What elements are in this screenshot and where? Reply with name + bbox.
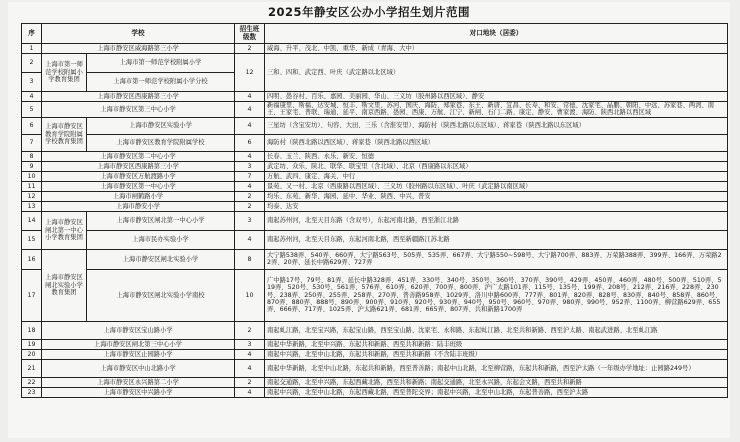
table-row — [22, 249, 728, 269]
enrollment-table — [21, 23, 728, 398]
table-row — [22, 171, 728, 181]
table-row — [22, 134, 728, 151]
document-title: 2025年静安区公办小学招生划片范围 — [267, 5, 470, 19]
row-classes: 12 — [235, 54, 265, 92]
table-row — [22, 359, 728, 377]
row-no: 17 — [22, 269, 42, 321]
row-no: 5 — [22, 102, 42, 118]
table-row — [22, 102, 728, 118]
row-area: 三星坊（含宝安坊）、句容、大田、三乐（含淮安里）、海防村（陕西北路以东区域）、蒋家巷（陕西北路以东区域） — [265, 117, 728, 134]
table-row — [22, 201, 728, 211]
row-school: 上海市静安区万航渡路小学 — [42, 171, 235, 181]
row-no: 18 — [22, 321, 42, 339]
row-school: 上海市静安区闸北实验小学南校 — [87, 269, 235, 321]
row-classes: 4 — [235, 151, 265, 161]
row-no: 19 — [22, 339, 42, 349]
row-no: 15 — [22, 230, 42, 249]
row-group: 上海市静安区闸北第一中心小学教育集团 — [42, 211, 87, 249]
row-area: 南起苏州河，北至天目东路（含双号），东起河南北路，西至浙江北路 — [265, 211, 728, 230]
row-classes: 2 — [235, 201, 265, 211]
row-no: 9 — [22, 161, 42, 171]
row-school: 上海市静安区闸北第一中心小学 — [87, 211, 235, 230]
row-school: 上海市静安区闸北第三中心小学 — [42, 339, 235, 349]
row-school: 上海市静安区第一中心小学 — [42, 181, 235, 191]
table-row — [22, 117, 728, 134]
table-row — [22, 211, 728, 230]
table-header-row — [22, 24, 728, 44]
row-classes: 4 — [235, 102, 265, 118]
row-no: 11 — [22, 181, 42, 191]
table-row — [22, 151, 728, 161]
row-classes: 8 — [235, 249, 265, 269]
row-no: 20 — [22, 349, 42, 359]
row-no: 10 — [22, 171, 42, 181]
table-row — [22, 230, 728, 249]
row-school: 上海市静安区永兴路第二小学 — [42, 377, 235, 387]
row-area: 长春、玉兰、陕西、永乐、新安、恒德 — [265, 151, 728, 161]
row-no: 3 — [22, 73, 42, 92]
table-row — [22, 339, 728, 349]
table-row — [22, 349, 728, 359]
row-area: 海防村（陕西北路以西区域）、蒋家巷（陕西北路以西区域） — [265, 134, 728, 151]
header-no: 序 — [22, 24, 42, 44]
header-area: 对口地块（居委） — [265, 24, 728, 44]
row-school: 上海市第一师范学校附属小学分校 — [87, 73, 235, 92]
row-no: 21 — [22, 359, 42, 377]
row-school: 上海市静安区威海路第三小学 — [42, 44, 235, 54]
row-area: 四明、愚谷村、百乐、嘉园、美丽园、华山、三义坊（胶州路以西区域）、静安 — [265, 92, 728, 102]
row-school: 上海市静安区实验小学 — [87, 117, 235, 134]
row-school: 上海市静安区宝山路小学 — [42, 321, 235, 339]
table-row — [22, 44, 728, 54]
row-classes: 4 — [235, 117, 265, 134]
table-row — [22, 387, 728, 397]
table-row — [22, 161, 728, 171]
row-classes: 4 — [235, 387, 265, 397]
row-school: 上海市静安区止园路小学 — [42, 349, 235, 359]
row-school: 上海市闸鹤路小学 — [42, 191, 235, 201]
row-school: 上海市静安区西康路第三小学 — [42, 92, 235, 102]
row-no: 8 — [22, 151, 42, 161]
row-school: 上海市静安区闸北实验小学 — [87, 249, 235, 269]
row-no: 12 — [22, 191, 42, 201]
row-area: 威海、升平、茂北、中凯、重华、新成（青海、大中） — [265, 44, 728, 54]
row-no: 6 — [22, 117, 42, 134]
row-school: 上海市静安区中山北路小学 — [42, 359, 235, 377]
row-no: 7 — [22, 134, 42, 151]
row-area: 万航、武四、康定、海关、中行 — [265, 171, 728, 181]
row-classes: 3 — [235, 161, 265, 171]
row-group: 上海市静安区教育学院附属学校教育集团 — [42, 117, 87, 151]
row-school: 上海市静安区教育学院附属学校 — [87, 134, 235, 151]
row-area: 新福康里、斯福、达安城、恒丰、斯文里、苏河、国庆、海防、郑家巷、东王、新唐、宜昌、长寿、和安、常德、沈家宅、晶鹏、朝阳、中远、苏家巷、两湾、南王、王家宅、普联、瑞通、延平、南京西路、愚园、西康、万航、江宁、新闸、石门二路、康定、静安、曹家渡、海防、陕西北路以西区域 — [265, 102, 728, 118]
row-school: 上海市静安区中兴路小学 — [42, 387, 235, 397]
row-area: 南起中华新路，北至中兴路、东起共和新路、西至共和新路：陆丰班级 — [265, 339, 728, 349]
row-classes: 3 — [235, 211, 265, 230]
table-row — [22, 92, 728, 102]
table-row — [22, 191, 728, 201]
row-classes: 3 — [235, 339, 265, 349]
row-area: 大宁路538弄、540弄、660弄、大宁路563号、505弄、535弄、667弄、大宁路550~598号、大宁路700弄、883弄、万荣路388弄、399弄、166弄、万荣路22弄、20弄、延长中路629弄、727弄 — [265, 249, 728, 269]
row-school: 上海市静安区西康路第三小学 — [42, 161, 235, 171]
row-no: 13 — [22, 201, 42, 211]
row-group: 上海市静安区闸北实验小学教育集团 — [42, 249, 87, 321]
row-no: 2 — [22, 54, 42, 73]
table-row — [22, 321, 728, 339]
row-area: 南起中兴路，北至中山北路，东起西藏北路，西至普陀交界；南起中兴路，北至中山北路，东起普善路，西至沪太路 — [265, 387, 728, 397]
row-classes: 4 — [235, 349, 265, 359]
row-area: 南起虬江路，北至宝兴路，东起宝山路，西至宝山路、沈家宅、永和路、东起虬江路、北至共和新路、西至沪太路、南起武进路、北至虬江路 — [265, 321, 728, 339]
row-classes: 4 — [235, 359, 265, 377]
table-row — [22, 377, 728, 387]
row-area: 南起交通路，北至中兴路，东起西藏北路，西至共和新路；南起交通路，北至永兴路，东起会文路，西至共和新路 — [265, 377, 728, 387]
table-row — [22, 269, 728, 321]
row-classes: 6 — [235, 134, 265, 151]
row-classes: 2 — [235, 377, 265, 387]
row-school: 上海市静安区第二中心小学 — [42, 151, 235, 161]
table-row — [22, 181, 728, 191]
row-classes: 7 — [235, 171, 265, 181]
row-school: 上海市静安区第三中心小学 — [42, 102, 235, 118]
row-classes: 2 — [235, 44, 265, 54]
row-no: 23 — [22, 387, 42, 397]
table-row — [22, 54, 728, 73]
row-classes: 4 — [235, 230, 265, 249]
row-area: 南起中兴路，北至中山北路，东起共和新路，西至共和新路（不含陆丰班级） — [265, 349, 728, 359]
row-area: 均乐、东苑、新华、海园、延中、华业、陕西、中兴、普安 — [265, 191, 728, 201]
row-school: 上海市静安小学 — [42, 201, 235, 211]
row-no: 4 — [22, 92, 42, 102]
document-page — [8, 2, 730, 438]
row-classes: 2 — [235, 191, 265, 201]
row-area: 景苑、又一村、北京（西康路以西区域）、三义坊（胶州路以东区域）、叶庆（武定路以南区域） — [265, 181, 728, 191]
row-classes: 2 — [235, 321, 265, 339]
row-classes: 4 — [235, 92, 265, 102]
row-classes: 4 — [235, 181, 265, 191]
row-no: 14 — [22, 211, 42, 230]
row-area: 武定坊、众乐、陕北、联华、联宝里（含北域）、北京（西康路以东区域） — [265, 161, 728, 171]
row-area: 均泰、达安 — [265, 201, 728, 211]
row-group: 上海市第一师范学校附属小学教育集团 — [42, 54, 87, 92]
header-school: 学校 — [42, 24, 235, 44]
row-no: 1 — [22, 44, 42, 54]
row-school: 上海市第一师范学校附属小学 — [87, 54, 235, 73]
row-no: 16 — [22, 249, 42, 269]
row-area: 南起中华新路，北至中山北路，东起共和新路，西至普善路；南起中山北路，北至柳营路，东起共和新路，西至沪太路（一年级办学地址：止园路249号） — [265, 359, 728, 377]
row-area: 广中路17号、79号、81弄、延长中路328弄、451弄、330号、340号、350号、360号、370弄、390号、429弄、450弄、460弄、480号、500弄、510弄、519弄、520号、530号、561弄、576弄、610弄、620弄、700弄、800弄、沪广太路101弄、115号、135号、199弄、208号、212弄、216弄、228弄、230号、238弄、250弄、255弄、258弄、270弄、普善路958弄、1029弄、洛川中路600弄、777弄、801弄、820弄、828号、830弄、840号、858弄、860号、870弄、880弄、888号、890弄、900弄、910弄、920号、930弄、940号、950号、960号、970弄、980弄、990号、952弄、1100弄、柳营路629弄、655弄、666弄、717弄、1025弄、沪太路621弄、681弄、665弄、807弄、共和新路1700弄 — [265, 269, 728, 321]
header-classes: 招生班级数 — [235, 24, 265, 44]
row-no: 22 — [22, 377, 42, 387]
row-classes: 10 — [235, 269, 265, 321]
row-area: 南起苏州河，北至天目东路，东起河南北路，西至新疆路江苏北路 — [265, 230, 728, 249]
row-school: 上海市民办实验小学 — [87, 230, 235, 249]
row-area: 三和、四和、武定西、叶庆（武定路以北区域） — [265, 54, 728, 92]
